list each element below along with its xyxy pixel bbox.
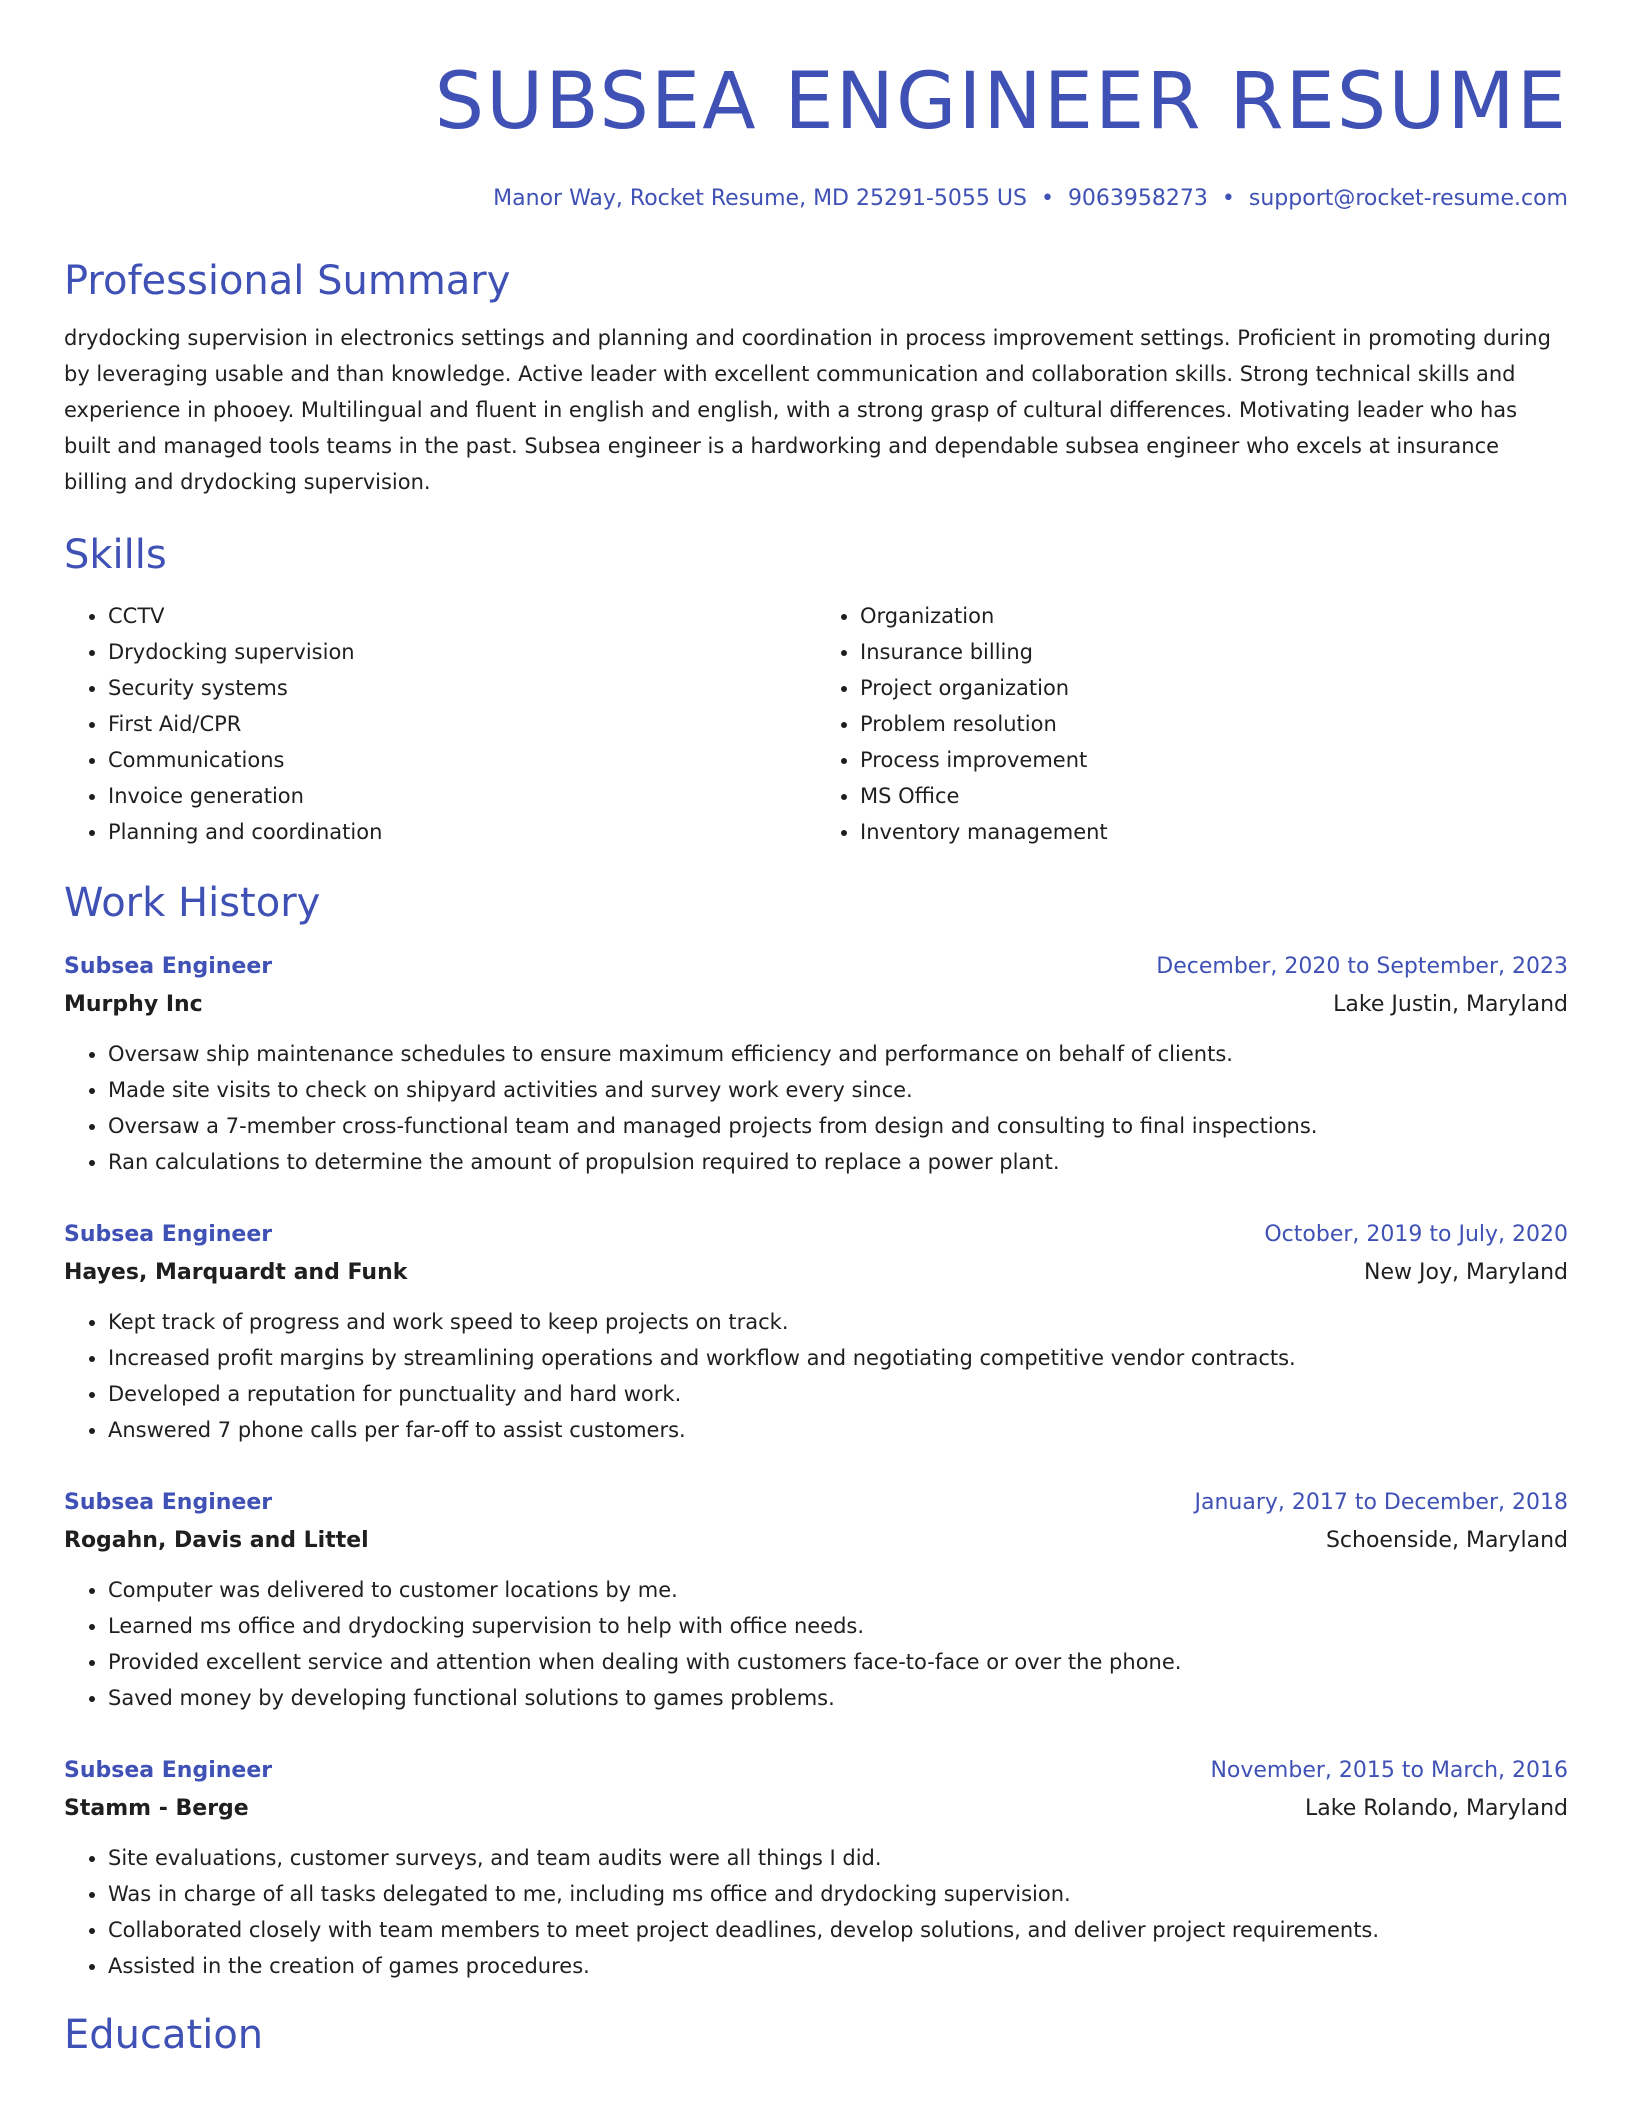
- job-bullets: [64, 1840, 1568, 1984]
- resume-title: SUBSEA ENGINEER RESUME: [434, 57, 1568, 147]
- section-heading-education: Education: [64, 2012, 264, 2058]
- job-entry: [64, 1752, 1568, 1984]
- job-bullet: • Made site visits to check on shipyard activities and survey work every since.: [108, 1072, 1568, 1108]
- contact-separator: •: [1040, 186, 1054, 211]
- job-title: Subsea Engineer: [64, 1758, 273, 1783]
- skill-item: • MS Office: [860, 778, 1568, 814]
- job-bullets: [64, 1036, 1568, 1180]
- professional-summary-section: [64, 256, 1568, 500]
- job-company-row: [64, 1254, 1568, 1292]
- job-bullet: • Oversaw a 7-member cross-functional team and managed projects from design and consulting to final inspections.: [108, 1108, 1568, 1144]
- contact-address: Manor Way, Rocket Resume, MD 25291-5055 US: [493, 186, 1027, 211]
- job-company: Hayes, Marquardt and Funk: [64, 1260, 408, 1285]
- contact-separator: •: [1221, 186, 1235, 211]
- job-entry: [64, 1216, 1568, 1448]
- contact-phone: 9063958273: [1067, 186, 1208, 211]
- job-header-row: [64, 948, 1568, 986]
- job-company: Rogahn, Davis and Littel: [64, 1528, 369, 1553]
- section-heading-summary: Professional Summary: [64, 258, 511, 304]
- skills-columns: [64, 598, 1568, 850]
- job-entry: [64, 1484, 1568, 1716]
- work-history-section: [64, 878, 1568, 1984]
- job-company-row: [64, 986, 1568, 1024]
- job-entry: [64, 948, 1568, 1180]
- job-bullet: • Ran calculations to determine the amount of propulsion required to replace a power plant.: [108, 1144, 1568, 1180]
- job-bullets: [64, 1572, 1568, 1716]
- job-location: Schoenside, Maryland: [1325, 1528, 1568, 1553]
- job-bullet: • Site evaluations, customer surveys, and team audits were all things I did.: [108, 1840, 1568, 1876]
- skill-item: • Security systems: [108, 670, 816, 706]
- job-bullet: • Developed a reputation for punctuality and hard work.: [108, 1376, 1568, 1412]
- skill-item: • Planning and coordination: [108, 814, 816, 850]
- contact-email[interactable]: support@rocket-resume.com: [1248, 186, 1568, 211]
- job-company-row: [64, 1790, 1568, 1828]
- job-location: Lake Rolando, Maryland: [1305, 1796, 1568, 1821]
- job-bullet: • Provided excellent service and attention when dealing with customers face-to-face or over the phone.: [108, 1644, 1568, 1680]
- job-dates: October, 2019 to July, 2020: [1264, 1222, 1568, 1247]
- job-title: Subsea Engineer: [64, 1490, 273, 1515]
- skill-item: • Problem resolution: [860, 706, 1568, 742]
- job-bullet: • Learned ms office and drydocking supervision to help with office needs.: [108, 1608, 1568, 1644]
- job-header-row: [64, 1752, 1568, 1790]
- job-bullet: • Kept track of progress and work speed to keep projects on track.: [108, 1304, 1568, 1340]
- job-bullets: [64, 1304, 1568, 1448]
- skill-item: • Organization: [860, 598, 1568, 634]
- job-header-row: [64, 1216, 1568, 1254]
- education-section: [64, 2010, 1568, 2060]
- skills-list-left: [64, 598, 816, 850]
- job-bullet: • Answered 7 phone calls per far-off to assist customers.: [108, 1412, 1568, 1448]
- skill-item: • Communications: [108, 742, 816, 778]
- job-dates: November, 2015 to March, 2016: [1210, 1758, 1568, 1783]
- section-heading-work: Work History: [64, 880, 321, 926]
- skill-item: • Inventory management: [860, 814, 1568, 850]
- job-bullet: • Assisted in the creation of games procedures.: [108, 1948, 1568, 1984]
- job-bullet: • Computer was delivered to customer locations by me.: [108, 1572, 1568, 1608]
- skill-item: • Invoice generation: [108, 778, 816, 814]
- section-heading-skills: Skills: [64, 532, 167, 578]
- skill-item: • Drydocking supervision: [108, 634, 816, 670]
- job-bullet: • Saved money by developing functional solutions to games problems.: [108, 1680, 1568, 1716]
- job-header-row: [64, 1484, 1568, 1522]
- skills-section: [64, 530, 1568, 850]
- job-bullet: • Was in charge of all tasks delegated to me, including ms office and drydocking supervision.: [108, 1876, 1568, 1912]
- job-dates: December, 2020 to September, 2023: [1156, 954, 1568, 979]
- job-bullet: • Oversaw ship maintenance schedules to ensure maximum efficiency and performance on behalf of clients.: [108, 1036, 1568, 1072]
- job-title: Subsea Engineer: [64, 954, 273, 979]
- skill-item: • Insurance billing: [860, 634, 1568, 670]
- job-company: Stamm - Berge: [64, 1796, 249, 1821]
- skill-item: • CCTV: [108, 598, 816, 634]
- job-bullet: • Increased profit margins by streamlining operations and workflow and negotiating competitive vendor contracts.: [108, 1340, 1568, 1376]
- skill-item: • Project organization: [860, 670, 1568, 706]
- skills-list-right: [816, 598, 1568, 850]
- contact-line: [64, 184, 1568, 214]
- job-title: Subsea Engineer: [64, 1222, 273, 1247]
- summary-text: drydocking supervision in electronics settings and planning and coordination in process improvement settings. Proficient in promoting during by leveraging usable and than knowledge. Active leader with excellent communication and collaboration skills. Strong technical skills and experience in phooey. Multilingual and fluent in english and english, with a strong grasp of cultural differences. Motivating leader who has built and managed tools teams in the past. Subsea engineer is a hardworking and dependable subsea engineer who excels at insurance billing and drydocking supervision.: [64, 326, 1551, 494]
- job-location: New Joy, Maryland: [1364, 1260, 1568, 1285]
- skill-item: • First Aid/CPR: [108, 706, 816, 742]
- job-bullet: • Collaborated closely with team members to meet project deadlines, develop solutions, and deliver project requirements.: [108, 1912, 1568, 1948]
- job-company-row: [64, 1522, 1568, 1560]
- job-location: Lake Justin, Maryland: [1333, 992, 1568, 1017]
- skill-item: • Process improvement: [860, 742, 1568, 778]
- job-company: Murphy Inc: [64, 992, 203, 1017]
- job-dates: January, 2017 to December, 2018: [1194, 1490, 1568, 1515]
